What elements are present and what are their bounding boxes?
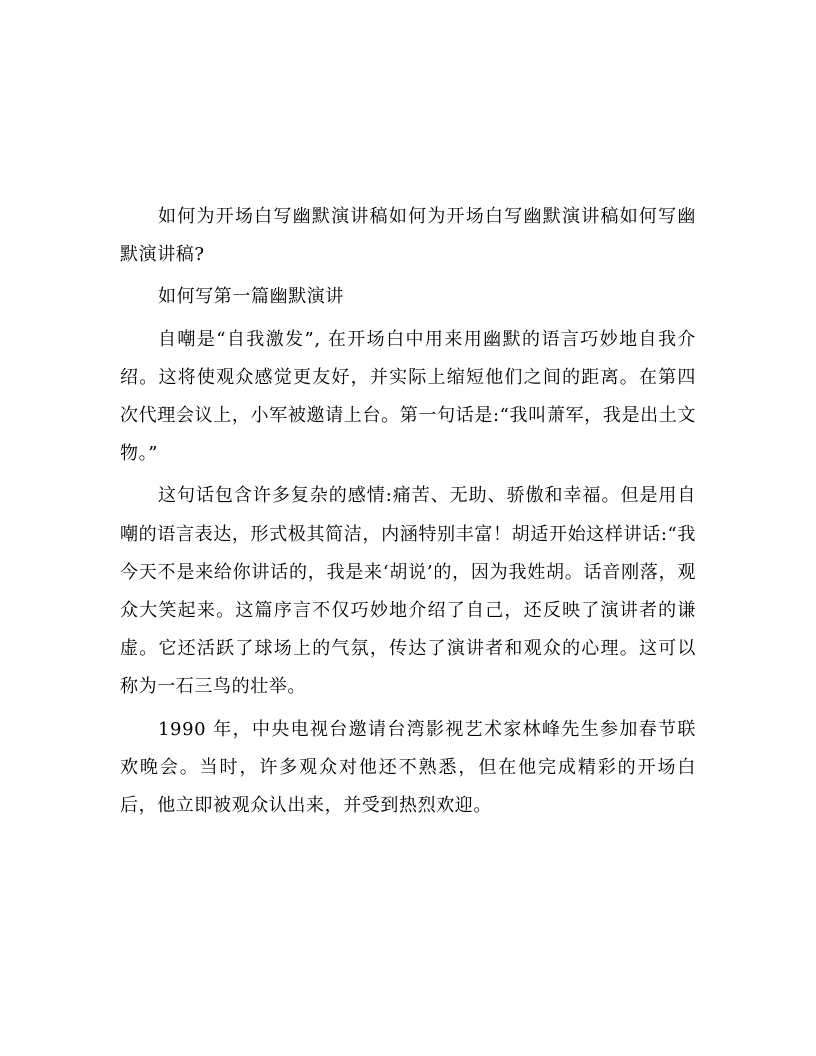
paragraph-hu-shi: 这句话包含许多复杂的感情:痛苦、无助、骄傲和幸福。但是用自嘲的语言表达，形式极其简洁，内涵特别丰富！胡适开始这样讲话:“我今天不是来给你讲话的，我是来‘胡说’的，因为我姓胡。话音刚落，观众大笑起来。这篇序言不仅巧妙地介绍了自己，还反映了演讲者的谦虚。它还活跃了球场上的气氛，传达了演讲者和观众的心理。这可以称为一石三鸟的壮举。 [120, 485, 696, 698]
paragraph-title-question: 如何为开场白写幽默演讲稿如何为开场白写幽默演讲稿如何写幽默演讲稿? [120, 206, 696, 266]
document-body [120, 198, 696, 825]
paragraph-self-mockery: 自嘲是“自我激发”, 在开场白中用来用幽默的语言巧妙地自我介绍。这将使观众感觉更友好，并实际上缩短他们之间的距离。在第四次代理会议上，小军被邀请上台。第一句话是:“我叫萧军，我是出土文物。” [120, 328, 696, 465]
paragraph-subheading: 如何写第一篇幽默演讲 [158, 286, 344, 308]
paragraph-1990-gala: 1990 年，中央电视台邀请台湾影视艺术家林峰先生参加春节联欢晚会。当时，许多观众对他还不熟悉，但在他完成精彩的开场白后，他立即被观众认出来，并受到热烈欢迎。 [120, 718, 696, 817]
